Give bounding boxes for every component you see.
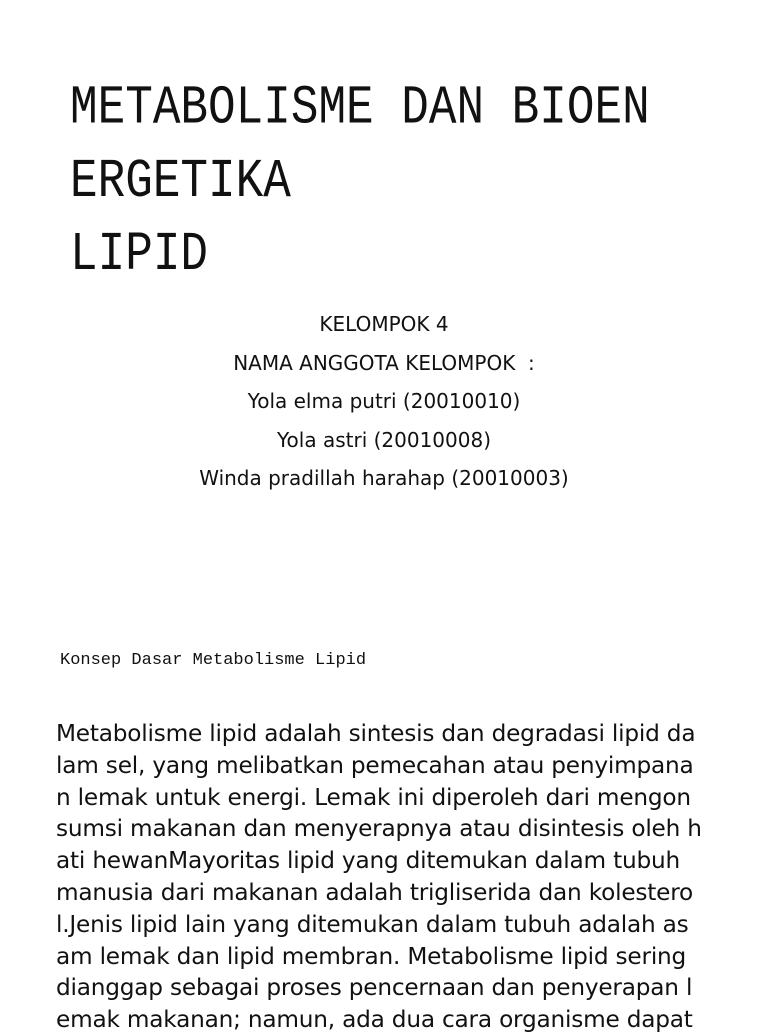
paragraph-line: dianggap sebagai proses pencernaan dan penyerapan l [56,974,693,1002]
member-2: Yola astri (20010008) [276,427,492,452]
section-heading: Konsep Dasar Metabolisme Lipid [60,651,367,670]
paragraph-line: lam sel, yang melibatkan pemecahan atau penyimpana [56,751,694,779]
members-heading: NAMA ANGGOTA KELOMPOK : [233,350,535,375]
document-title [70,72,750,291]
group-name: KELOMPOK 4 [319,312,449,336]
paragraph-line: l.Jenis lipid lain yang ditemukan dalam tubuh adalah as [56,910,689,938]
paragraph-line: am lemak dan lipid membran. Metabolisme lipid sering [56,942,687,970]
paragraph-line: manusia dari makanan adalah trigliserida dan kolestero [56,878,694,906]
paragraph-line: ati hewanMayoritas lipid yang ditemukan dalam tubuh [56,847,680,875]
group-members-block [0,305,768,498]
paragraph-line: sumsi makanan dan menyerapnya atau disintesis oleh h [56,815,702,843]
section-paragraph [56,718,756,1036]
paragraph-line: Metabolisme lipid adalah sintesis dan degradasi lipid da [56,720,696,747]
member-1: Yola elma putri (20010010) [247,389,521,413]
paragraph-line: emak makanan; namun, ada dua cara organisme dapat [56,1006,693,1034]
paragraph-line: n lemak untuk energi. Lemak ini diperoleh dari mengon [56,783,691,811]
title-line-2: ERGETIKA [70,151,291,213]
member-3: Winda pradillah harahap (20010003) [199,466,569,490]
title-line-3: LIPID [70,224,209,286]
title-line-1: METABOLISME DAN BIOEN [70,77,650,140]
